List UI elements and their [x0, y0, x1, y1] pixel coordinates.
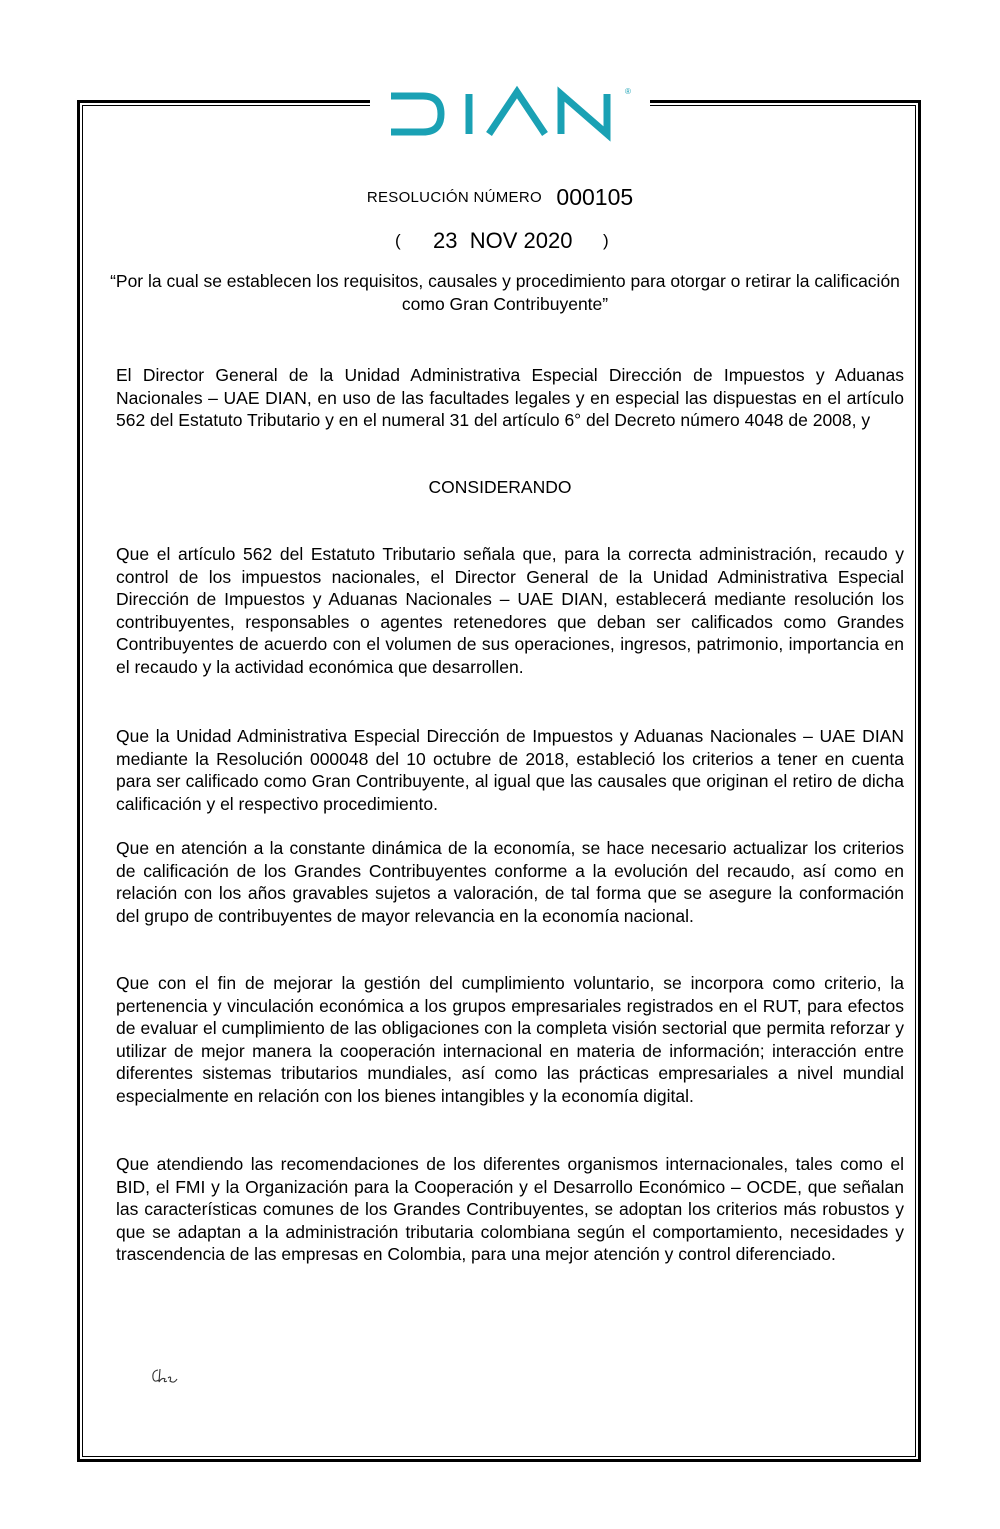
handwritten-initials-icon: [150, 1365, 180, 1387]
date-paren-close: ): [603, 231, 609, 250]
resolution-label: RESOLUCIÓN NÚMERO: [366, 189, 542, 206]
resolution-date: [395, 228, 625, 258]
paragraph-2: Que la Unidad Administrativa Especial Dirección de Impuestos y Aduanas Nacionales – UAE DIAN mediante la Resolución 000048 del 10 octubre de 2018, estableció los criterios a tener en cuenta para ser calificado como Gran Contribuyente, al igual que las causales que originan el retiro de dicha calificación y el respectivo procedimiento.: [116, 726, 904, 814]
paragraph-3: Que en atención a la constante dinámica de la economía, se hace necesario actualizar los criterios de calificación de los Grandes Contribuyentes conforme a la evolución del recaudo, así como en relación con los años gravables sujetos a valoración, de tal forma que se asegure la conformación del grupo de contribuyentes de mayor relevancia en la economía nacional.: [116, 838, 904, 926]
considerando-heading: CONSIDERANDO: [428, 477, 572, 497]
intro-paragraph: El Director General de la Unidad Administrativa Especial Dirección de Impuestos y Aduanas Nacionales – UAE DIAN, en uso de las facultades legales y en especial las dispuestas en el artículo 562 del Estatuto Tributario y en el numeral 31 del artículo 6° del Decreto número 4048 de 2008, y: [116, 365, 904, 430]
paragraph-4: Que con el fin de mejorar la gestión del cumplimiento voluntario, se incorpora como criterio, la pertenencia y vinculación económica a los grupos empresariales registrados en el RUT, para efectos de evaluar el cumplimiento de las obligaciones con la completa visión sectorial que permita reforzar y utilizar de mejor manera la cooperación internacional en materia de información; interacción entre diferentes sistemas tributarios mundiales, así como las prácticas empresariales a nivel mundial especialmente en relación con los bienes intangibles y la economía digital.: [116, 973, 904, 1106]
paragraph-5: Que atendiendo las recomendaciones de los diferentes organismos internacionales, tales como el BID, el FMI y la Organización para la Cooperación y el Desarrollo Económico – OCDE, que señalan las características comunes de los Grandes Contribuyentes, se adoptan los criterios más robustos y que se adaptan a la administración tributaria colombiana según el comportamiento, necesidades y trascendencia de las empresas en Colombia, para una mejor atención y control diferenciado.: [116, 1154, 904, 1264]
resolution-subtitle: “Por la cual se establecen los requisitos, causales y procedimiento para otorgar o retirar la calificación como Gran Contribuyente”: [110, 271, 900, 314]
dian-logo: [385, 82, 635, 144]
date-text: 23 NOV 2020: [433, 228, 573, 253]
resolution-number: 000105: [556, 184, 634, 210]
date-paren-open: (: [395, 231, 401, 250]
resolution-line: [0, 184, 1000, 211]
registered-mark: ®: [625, 87, 631, 96]
paragraph-1: Que el artículo 562 del Estatuto Tributario señala que, para la correcta administración, recaudo y control de los impuestos nacionales, el Director General de la Unidad Administrativa Especial Dirección de Impuestos y Aduanas Nacionales – UAE DIAN, establecerá mediante resolución los contribuyentes, responsables o agentes retenedores que deban ser calificados como Grandes Contribuyentes de acuerdo con el volumen de sus operaciones, ingresos, patrimonio, importancia en el recaudo y la actividad económica que desarrollen.: [116, 544, 904, 677]
